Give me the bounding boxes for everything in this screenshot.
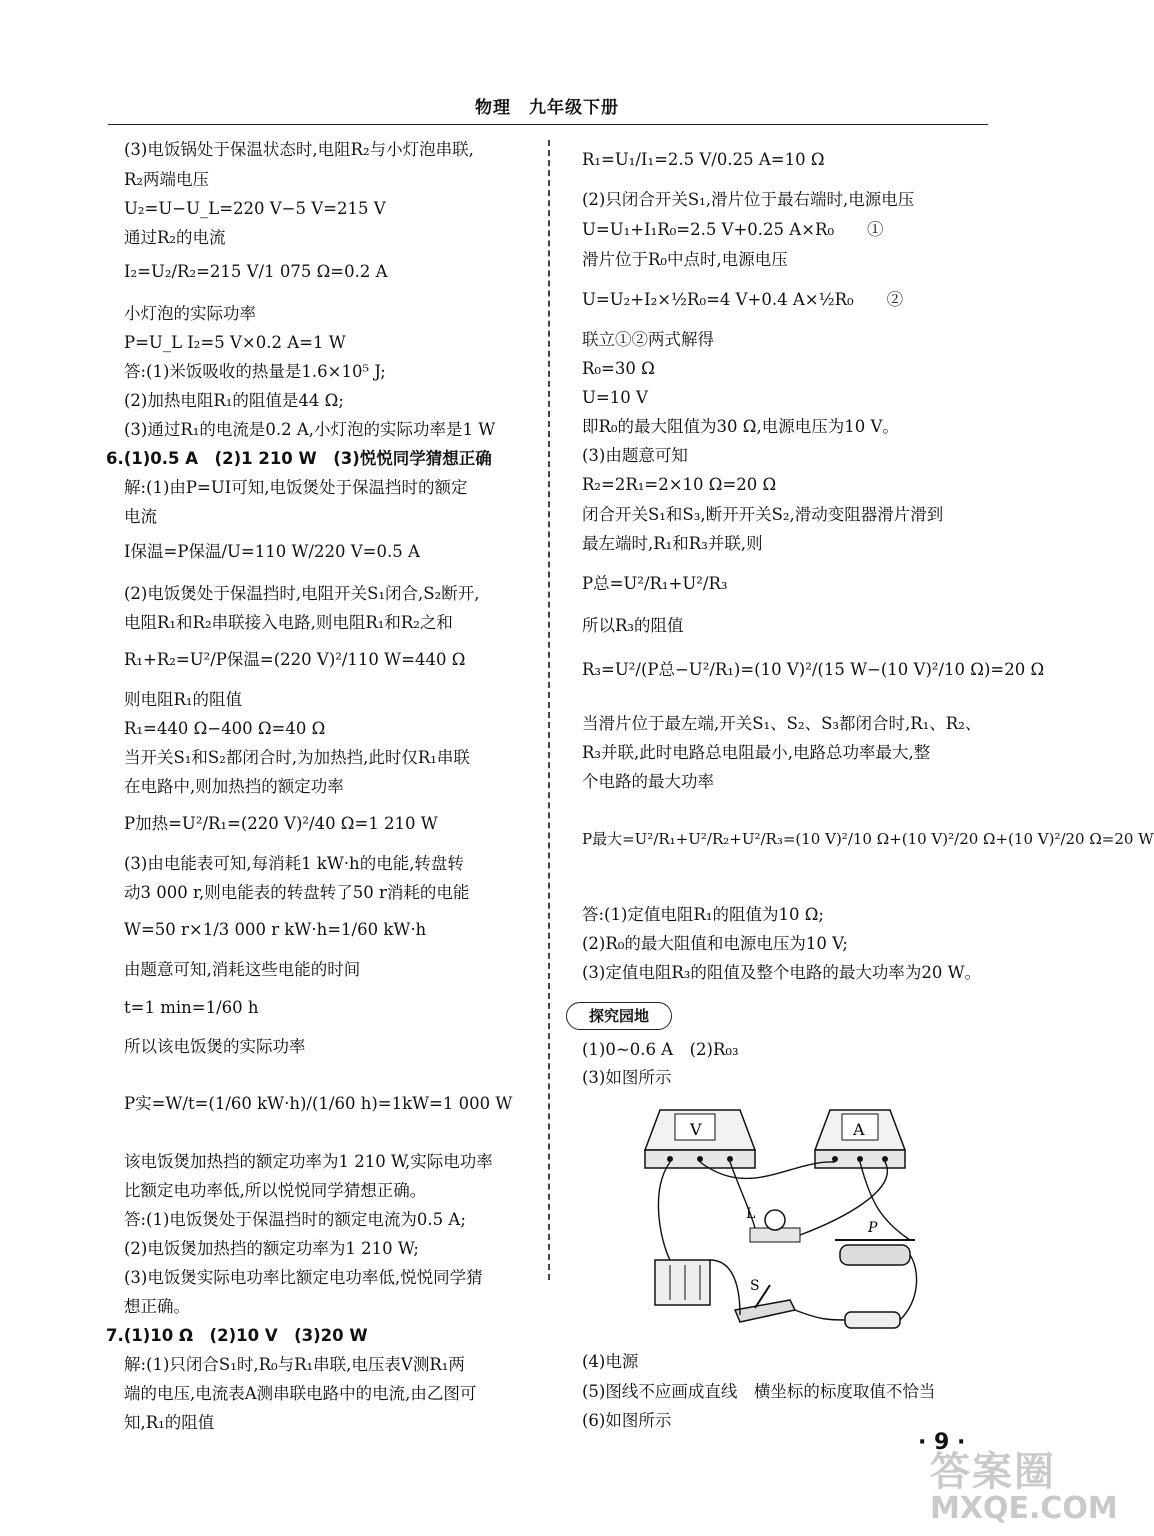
switch-label: S xyxy=(750,1278,760,1294)
text-line: R₂两端电压 xyxy=(124,170,210,189)
text-line: (6)如图所示 xyxy=(582,1411,672,1430)
text-line: 则电阻R₁的阻值 xyxy=(124,690,243,709)
answer-line: (3)定值电阻R₃的阻值及整个电路的最大功率为20 W。 xyxy=(582,963,982,982)
equation: P=U_L I₂=5 V×0.2 A=1 W xyxy=(124,333,346,352)
text-line: 比额定电功率低,所以悦悦同学猜想正确。 xyxy=(124,1181,427,1200)
answer-line: (2)R₀的最大阻值和电源电压为10 V; xyxy=(582,934,848,953)
equation: t=1 min=1/60 h xyxy=(124,998,259,1017)
text-line: (2)电饭煲处于保温挡时,电阻开关S₁闭合,S₂断开, xyxy=(124,584,480,603)
text-line: (3)由电能表可知,每消耗1 kW·h的电能,转盘转 xyxy=(124,854,464,873)
text-line: 个电路的最大功率 xyxy=(582,772,714,791)
answer-line: 想正确。 xyxy=(124,1297,190,1316)
equation: P最大=U²/R₁+U²/R₂+U²/R₃=(10 V)²/10 Ω+(10 V)²/20 Ω+(10 V)²/20 Ω=20 W xyxy=(582,830,1154,848)
text-line: (4)电源 xyxy=(582,1352,639,1371)
text-line: 即R₀的最大阻值为30 Ω,电源电压为10 V。 xyxy=(582,417,899,436)
text-line: 解:(1)由P=UI可知,电饭煲处于保温挡时的额定 xyxy=(124,478,468,497)
question-6-answers: 6.(1)0.5 A (2)1 210 W (3)悦悦同学猜想正确 xyxy=(106,449,492,468)
answer-line: 答:(1)米饭吸收的热量是1.6×10⁵ J; xyxy=(124,362,386,381)
text-line: 闭合开关S₁和S₃,断开开关S₂,滑动变阻器滑片滑到 xyxy=(582,505,944,524)
equation: R₂=2R₁=2×10 Ω=20 Ω xyxy=(582,475,777,494)
equation: P加热=U²/R₁=(220 V)²/40 Ω=1 210 W xyxy=(124,814,438,833)
text-line: 知,R₁的阻值 xyxy=(124,1413,215,1432)
text-line: (1)0~0.6 A (2)R₀₃ xyxy=(582,1040,739,1059)
equation: W=50 r×1/3 000 r kW·h=1/60 kW·h xyxy=(124,920,427,939)
text-line: 解:(1)只闭合S₁时,R₀与R₁串联,电压表V测R₁两 xyxy=(124,1355,465,1374)
watermark-line2: MXQE.COM xyxy=(930,1491,1118,1526)
text-line: 该电饭煲加热挡的额定功率为1 210 W,实际电功率 xyxy=(124,1152,493,1171)
answer-line: (3)电饭煲实际电功率比额定电功率低,悦悦同学猜 xyxy=(124,1268,483,1287)
voltmeter-icon xyxy=(645,1110,755,1168)
header-rule xyxy=(108,124,988,125)
resistor-icon xyxy=(845,1312,900,1328)
text-line: 滑片位于R₀中点时,电源电压 xyxy=(582,250,788,269)
question-7-answers: 7.(1)10 Ω (2)10 V (3)20 W xyxy=(106,1326,368,1345)
battery-icon xyxy=(655,1260,710,1305)
lamp-label: L xyxy=(746,1206,756,1222)
text-line: 当滑片位于最左端,开关S₁、S₂、S₃都闭合时,R₁、R₂、 xyxy=(582,714,982,733)
equation: P实=W/t=(1/60 kW·h)/(1/60 h)=1kW=1 000 W xyxy=(124,1094,513,1113)
watermark-line1: 答案圈 xyxy=(930,1449,1056,1495)
answer-line: 答:(1)定值电阻R₁的阻值为10 Ω; xyxy=(582,905,824,924)
column-divider xyxy=(548,140,550,1280)
text-line: 通过R₂的电流 xyxy=(124,228,226,247)
text-line: 在电路中,则加热挡的额定功率 xyxy=(124,777,344,796)
text-line: 由题意可知,消耗这些电能的时间 xyxy=(124,960,361,979)
equation: I保温=P保温/U=110 W/220 V=0.5 A xyxy=(124,542,420,561)
page-number: · 9 · xyxy=(918,1430,966,1455)
answer-line: 答:(1)电饭煲处于保温挡时的额定电流为0.5 A; xyxy=(124,1210,466,1229)
text-line: 所以R₃的阻值 xyxy=(582,616,684,635)
rheostat-icon xyxy=(835,1220,915,1265)
equation: P总=U²/R₁+U²/R₃ xyxy=(582,574,728,593)
switch-icon xyxy=(735,1278,795,1322)
text-line: (5)图线不应画成直线 横坐标的标度取值不恰当 xyxy=(582,1382,936,1401)
text-line: 电流 xyxy=(124,507,157,526)
answer-line: (2)加热电阻R₁的阻值是44 Ω; xyxy=(124,391,344,410)
equation: R₁=440 Ω−400 Ω=40 Ω xyxy=(124,719,326,738)
circuit-diagram xyxy=(630,1100,930,1340)
ammeter-icon xyxy=(815,1110,905,1168)
text-line: U₂=U−U_L=220 V−5 V=215 V xyxy=(124,199,386,218)
text-line: 当开关S₁和S₂都闭合时,为加热挡,此时仅R₁串联 xyxy=(124,748,470,767)
watermark xyxy=(930,1440,1118,1526)
answer-line: (2)电饭煲加热挡的额定功率为1 210 W; xyxy=(124,1239,419,1258)
equation: U=U₂+I₂×½R₀=4 V+0.4 A×½R₀ ② xyxy=(582,290,904,309)
page-header: 物理 九年级下册 xyxy=(475,98,619,118)
equation: R₀=30 Ω xyxy=(582,359,655,378)
text-line: 电阻R₁和R₂串联接入电路,则电阻R₁和R₂之和 xyxy=(124,613,453,632)
text-line: (2)只闭合开关S₁,滑片位于最右端时,电源电压 xyxy=(582,190,915,209)
text-line: 所以该电饭煲的实际功率 xyxy=(124,1037,306,1056)
equation: R₃=U²/(P总−U²/R₁)=(10 V)²/(15 W−(10 V)²/10 Ω)=20 Ω xyxy=(582,660,1045,679)
ammeter-label: A xyxy=(853,1120,865,1139)
equation: R₁=U₁/I₁=2.5 V/0.25 A=10 Ω xyxy=(582,150,825,169)
text-line: 小灯泡的实际功率 xyxy=(124,304,256,323)
text-line: 联立①②两式解得 xyxy=(582,330,714,349)
text-line: (3)电饭锅处于保温状态时,电阻R₂与小灯泡串联, xyxy=(124,140,474,159)
text-line: 动3 000 r,则电能表的转盘转了50 r消耗的电能 xyxy=(124,883,470,902)
text-line: 最左端时,R₁和R₃并联,则 xyxy=(582,534,763,553)
section-badge: 探究园地 xyxy=(566,1002,672,1030)
equation: I₂=U₂/R₂=215 V/1 075 Ω=0.2 A xyxy=(124,262,388,281)
slider-label: P xyxy=(868,1220,878,1236)
text-line: R₃并联,此时电路总电阻最小,电路总功率最大,整 xyxy=(582,743,931,762)
answer-line: (3)通过R₁的电流是0.2 A,小灯泡的实际功率是1 W xyxy=(124,420,496,439)
text-line: (3)如图所示 xyxy=(582,1068,672,1087)
equation: R₁+R₂=U²/P保温=(220 V)²/110 W=440 Ω xyxy=(124,650,466,669)
voltmeter-label: V xyxy=(690,1120,702,1139)
equation: U=U₁+I₁R₀=2.5 V+0.25 A×R₀ ① xyxy=(582,220,884,239)
text-line: 端的电压,电流表A测串联电路中的电流,由乙图可 xyxy=(124,1384,477,1403)
equation: U=10 V xyxy=(582,388,648,407)
text-line: (3)由题意可知 xyxy=(582,446,688,465)
